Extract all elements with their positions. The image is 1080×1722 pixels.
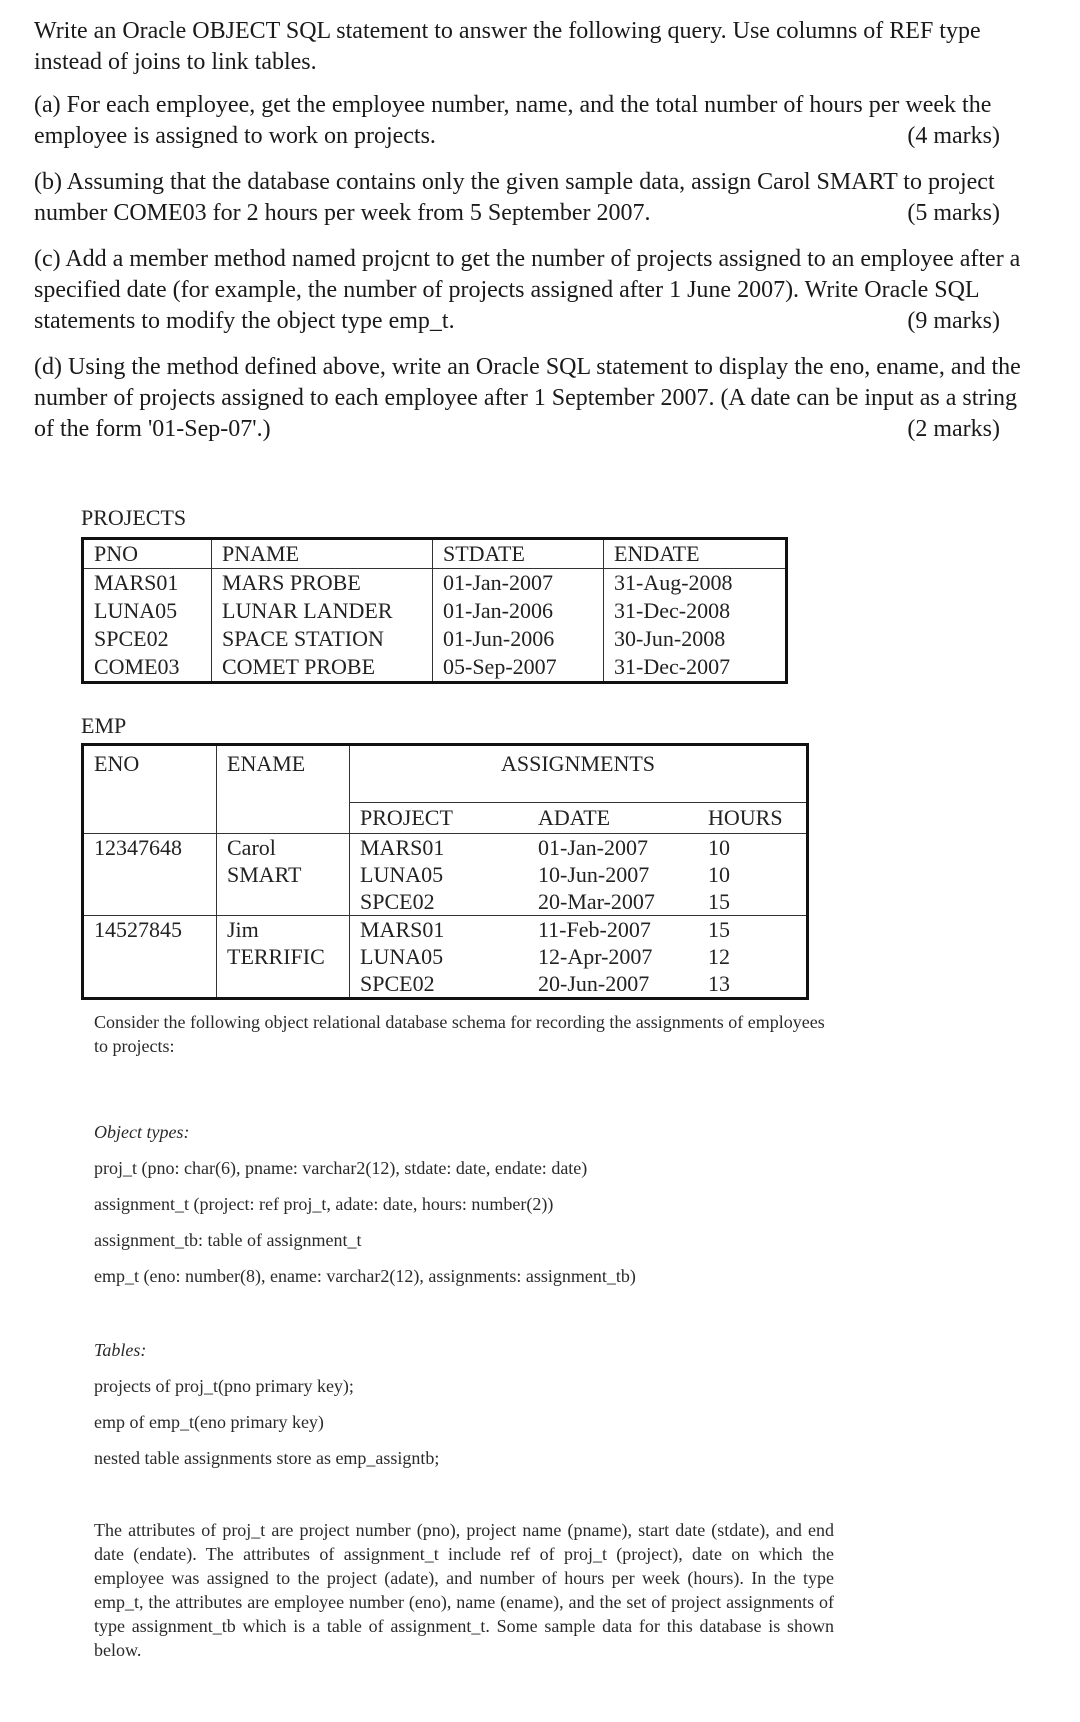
table-cell: LUNA05	[94, 598, 178, 623]
list-item: 01-Jan-2007	[538, 835, 648, 860]
list-item: MARS01	[360, 835, 445, 860]
table-cell: LUNAR LANDER	[212, 597, 433, 625]
column-header: PNAME	[212, 539, 433, 569]
table-cell	[520, 834, 698, 916]
list-item: 12	[708, 944, 730, 969]
name-line: SMART	[227, 862, 302, 887]
list-item: 11-Feb-2007	[538, 917, 651, 942]
list-item: SPCE02	[360, 889, 435, 914]
table-cell: COMET PROBE	[212, 653, 433, 683]
question-part-b	[34, 167, 1034, 229]
tables-label: Tables:	[94, 1340, 147, 1360]
object-type-line: proj_t (pno: char(6), pname: varchar2(12), stdate: date, endate: date)	[94, 1158, 588, 1178]
question-block	[34, 16, 1034, 460]
list-item: LUNA05	[360, 944, 444, 969]
table-cell	[217, 916, 350, 999]
projects-table	[81, 537, 788, 684]
table-cell: MARS01	[94, 570, 179, 595]
column-header: ENAME	[217, 745, 350, 834]
list-item: SPCE02	[360, 971, 435, 996]
question-text: (b) Assuming that the database contains only the given sample data, assign Carol SMART to project number COME03 for 2 hours per week from 5 September 2007.	[34, 169, 995, 226]
marks-label: (4 marks)	[907, 123, 1000, 149]
emp-table-title: EMP	[81, 713, 127, 738]
column-header: ENO	[83, 745, 217, 834]
table-cell: 01-Jan-2006	[433, 597, 604, 625]
table-cell: COME03	[94, 654, 180, 679]
question-text: (d) Using the method defined above, write an Oracle SQL statement to display the eno, ename, and the number of projects assigned to each employee after 1 September 2007. (A date can be input as a string of the form '01-Sep-07'.)	[34, 354, 1021, 442]
question-text: (a) For each employee, get the employee number, name, and the total number of hours per week the employee is assigned to work on projects.	[34, 92, 992, 149]
name-line: Jim	[227, 917, 259, 942]
object-type-line: assignment_tb: table of assignment_t	[94, 1230, 362, 1250]
projects-table-title: PROJECTS	[81, 505, 187, 530]
table-cell	[698, 916, 808, 999]
schema-description: The attributes of proj_t are project number (pno), project name (pname), start date (stdate), and end date (endate). The attributes of assignment_t include ref of proj_t (project), date on which the employee was assigned to the project (adate), and number of hours per week (hours). In the type emp_t, the attributes are employee number (eno), name (ename), and the set of project assignments of type assignment_tb which is a table of assignment_t. Some sample data for this database is shown below.	[94, 1520, 834, 1660]
table-row	[83, 834, 808, 916]
question-text: (c) Add a member method named projcnt to get the number of projects assigned to an employee after a specified date (for example, the number of projects assigned after 1 June 2007). Write Oracle SQL statements to modify the object type emp_t.	[34, 246, 1021, 334]
table-cell: 31-Dec-2008	[604, 597, 787, 625]
table-definition-line: nested table assignments store as emp_assigntb;	[94, 1448, 440, 1468]
list-item: 13	[708, 971, 730, 996]
name-line: TERRIFIC	[227, 944, 325, 969]
table-header-row	[83, 539, 787, 569]
column-header: PROJECT	[350, 803, 521, 834]
table-header-row	[83, 745, 808, 803]
table-cell: 12347648	[83, 834, 217, 916]
table-cell	[520, 916, 698, 999]
list-item: 10-Jun-2007	[538, 862, 650, 887]
list-item: 10	[708, 862, 730, 887]
table-cell: 30-Jun-2008	[604, 625, 787, 653]
table-cell: MARS PROBE	[212, 569, 433, 598]
list-item: 20-Jun-2007	[538, 971, 650, 996]
schema-block	[94, 1010, 834, 1662]
table-definition-line: projects of proj_t(pno primary key);	[94, 1376, 354, 1396]
table-cell: SPCE02	[94, 626, 169, 651]
table-cell: 05-Sep-2007	[433, 653, 604, 683]
table-cell: 31-Aug-2008	[604, 569, 787, 598]
list-item: 15	[708, 917, 730, 942]
table-row	[83, 625, 787, 653]
column-header: HOURS	[698, 803, 808, 834]
schema-intro: Consider the following object relational database schema for recording the assignments of employees to projects:	[94, 1012, 825, 1056]
list-item: 10	[708, 835, 730, 860]
name-line: Carol	[227, 835, 276, 860]
table-cell: SPACE STATION	[212, 625, 433, 653]
object-types-label: Object types:	[94, 1122, 190, 1142]
list-item: LUNA05	[360, 862, 444, 887]
table-row	[83, 597, 787, 625]
object-type-line: emp_t (eno: number(8), ename: varchar2(12), assignments: assignment_tb)	[94, 1266, 636, 1286]
object-type-line: assignment_t (project: ref proj_t, adate: date, hours: number(2))	[94, 1194, 554, 1214]
table-row	[83, 569, 787, 598]
marks-label: (9 marks)	[907, 308, 1000, 334]
table-cell: 01-Jan-2007	[433, 569, 604, 598]
table-cell	[217, 834, 350, 916]
column-header: ASSIGNMENTS	[350, 745, 808, 803]
question-part-c	[34, 244, 1034, 337]
table-definition-line: emp of emp_t(eno primary key)	[94, 1412, 324, 1432]
marks-label: (2 marks)	[907, 416, 1000, 442]
table-cell: 01-Jun-2006	[433, 625, 604, 653]
list-item: MARS01	[360, 917, 445, 942]
table-row	[83, 653, 787, 683]
table-row	[83, 916, 808, 999]
table-cell	[698, 834, 808, 916]
list-item: 12-Apr-2007	[538, 944, 653, 969]
table-cell	[350, 916, 521, 999]
table-cell	[350, 834, 521, 916]
table-cell: 14527845	[83, 916, 217, 999]
question-part-d	[34, 352, 1034, 445]
column-header: PNO	[83, 539, 212, 569]
question-intro: Write an Oracle OBJECT SQL statement to answer the following query. Use columns of REF type instead of joins to link tables.	[34, 18, 981, 75]
list-item: 20-Mar-2007	[538, 889, 655, 914]
emp-table	[81, 743, 809, 1000]
list-item: 15	[708, 889, 730, 914]
marks-label: (5 marks)	[907, 200, 1000, 226]
column-header: ENDATE	[604, 539, 787, 569]
table-cell: 31-Dec-2007	[604, 653, 787, 683]
column-header: ADATE	[520, 803, 698, 834]
column-header: STDATE	[433, 539, 604, 569]
question-part-a	[34, 90, 1034, 152]
